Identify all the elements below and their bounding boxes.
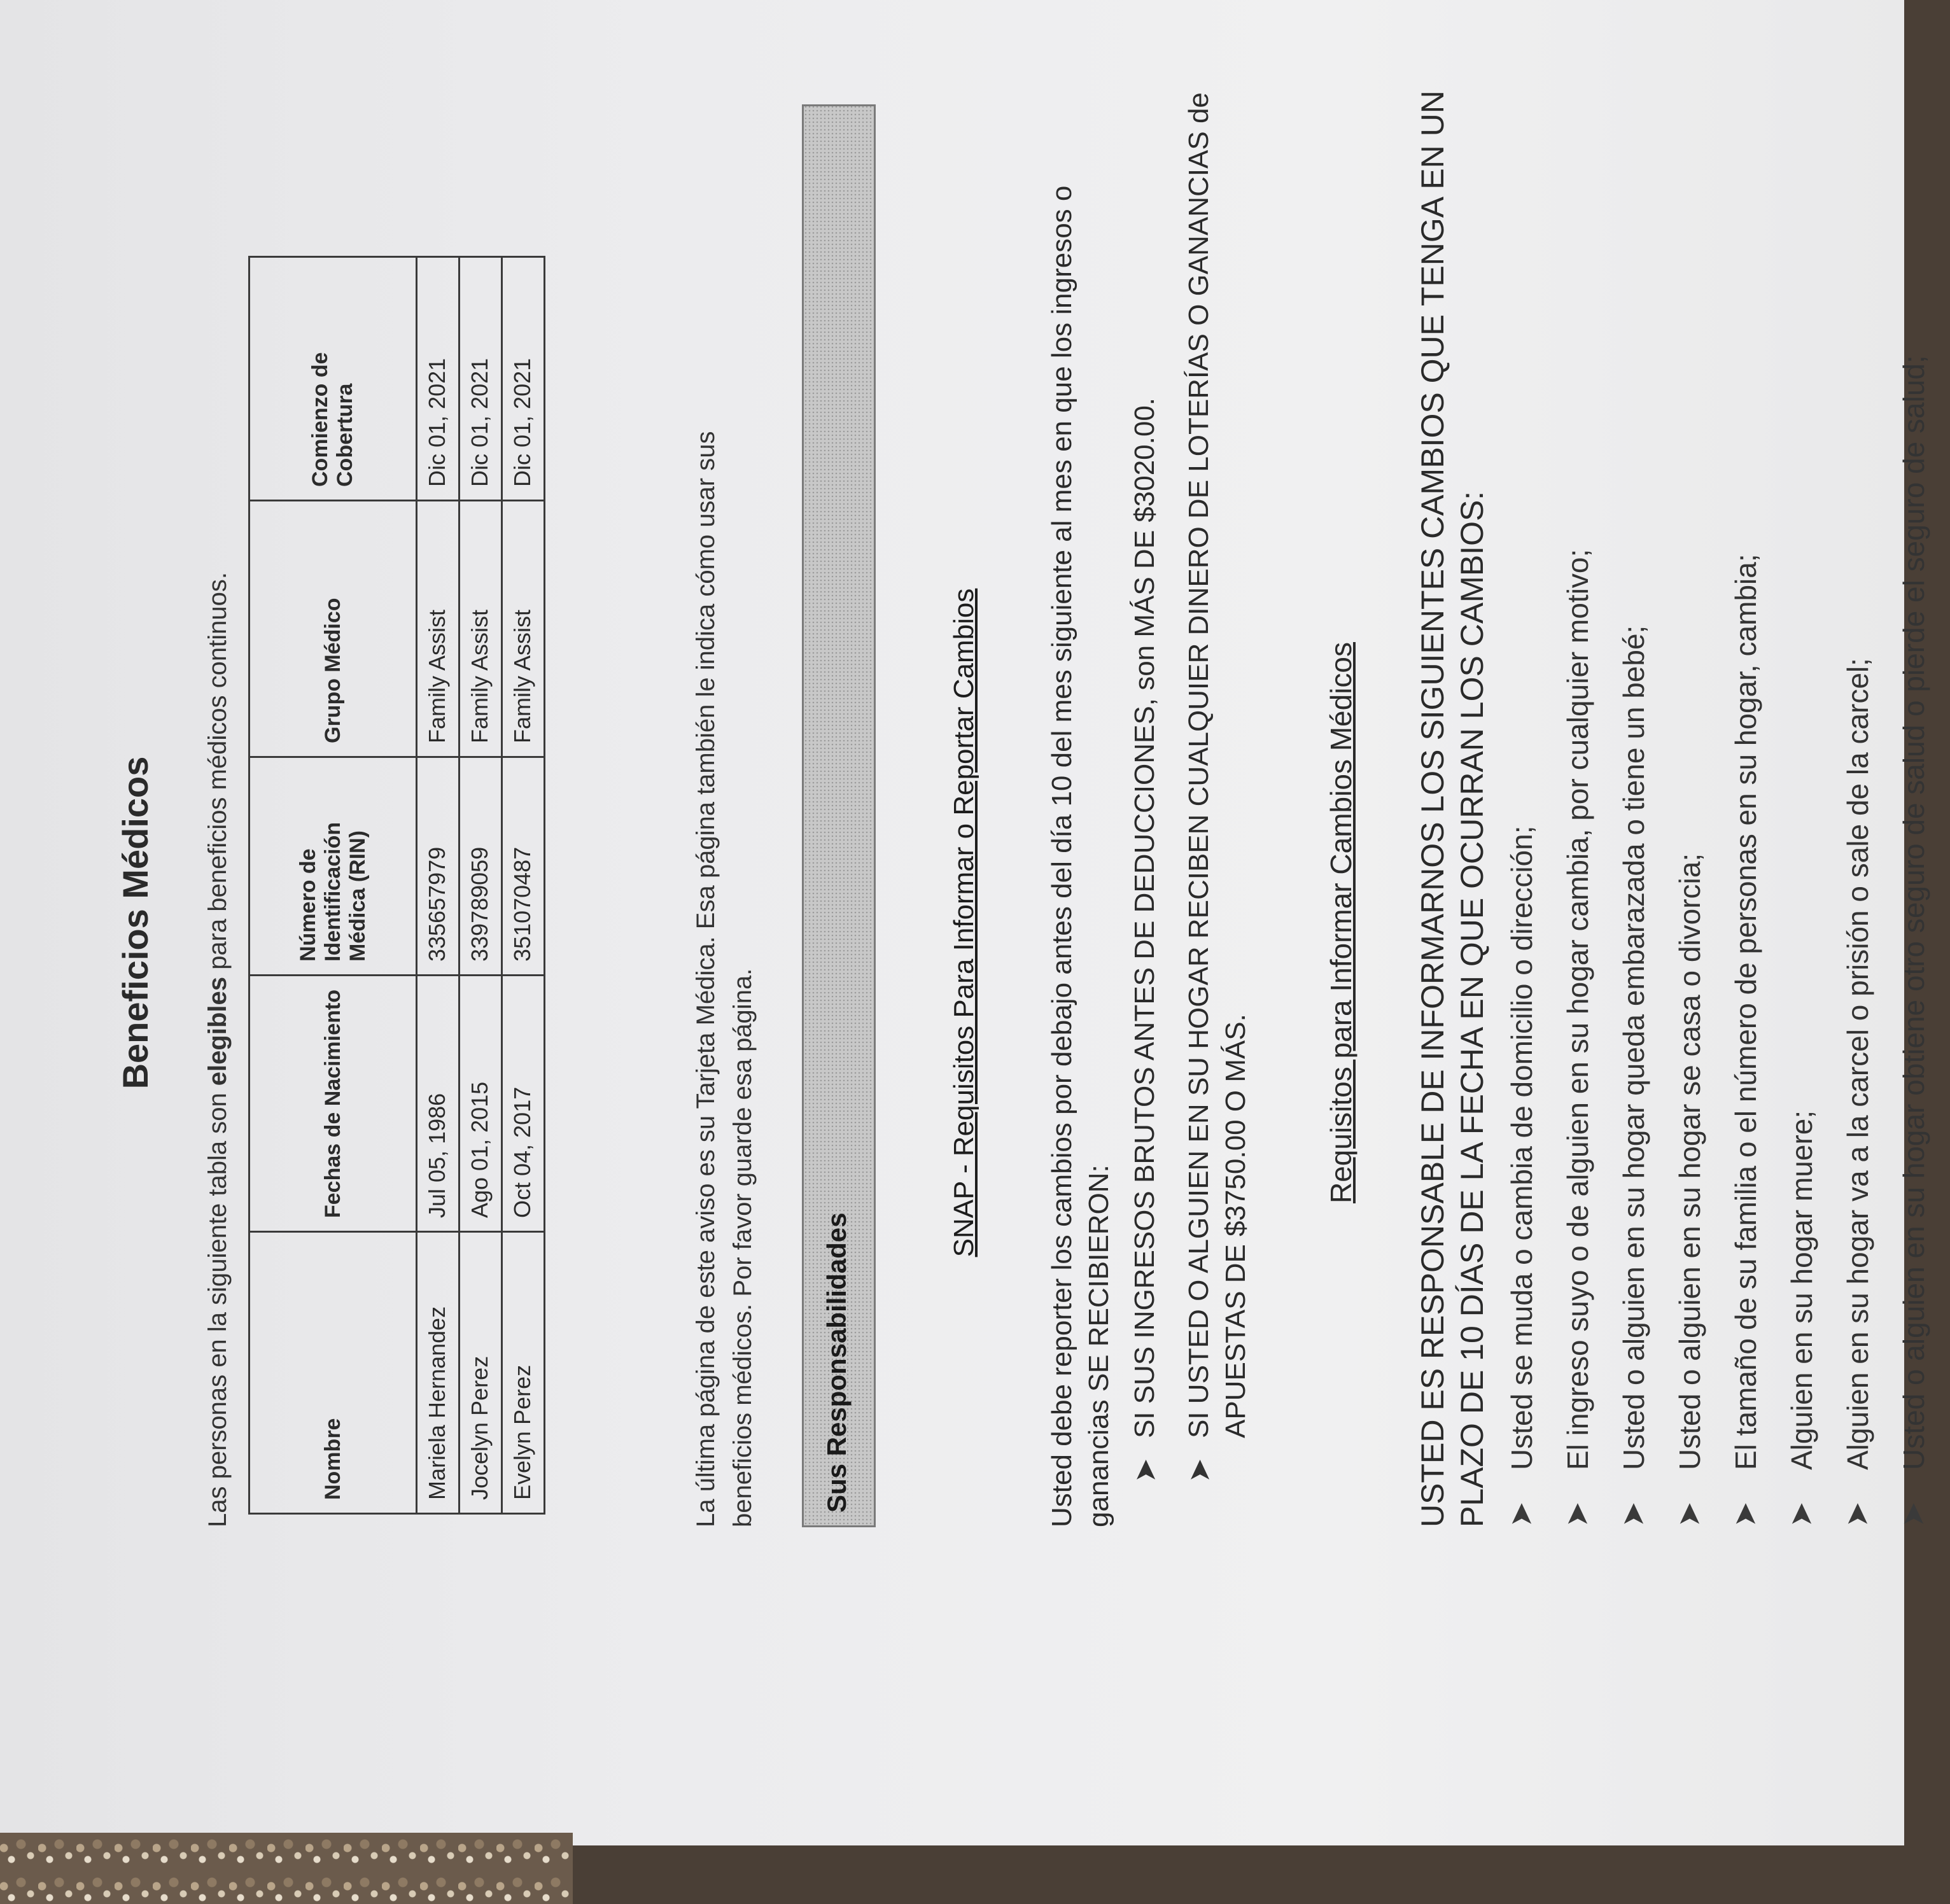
arrowhead-icon: ➤ bbox=[1673, 1501, 1706, 1527]
list-item bbox=[1502, 0, 1558, 1527]
cell-rin: 339789059 bbox=[459, 757, 502, 976]
arrowhead-icon: ➤ bbox=[1128, 1458, 1161, 1483]
cell-name: Evelyn Perez bbox=[502, 1232, 545, 1514]
document-title: Beneficios Médicos bbox=[115, 756, 155, 1089]
arrowhead-icon: ➤ bbox=[1841, 1501, 1874, 1527]
change-list bbox=[1502, 0, 1950, 1527]
arrowhead-icon: ➤ bbox=[1505, 1501, 1538, 1527]
table-header-row bbox=[249, 257, 417, 1514]
list-item-text: Usted o alguien en su hogar se casa o divorcia; bbox=[1673, 853, 1706, 1470]
intro-after: para beneficios médicos continuos. bbox=[204, 572, 232, 977]
intro-text bbox=[204, 572, 232, 1527]
header-fechas: Fechas de Nacimiento bbox=[249, 976, 417, 1232]
header-grupo: Grupo Médico bbox=[249, 501, 417, 757]
cell-start: Dic 01, 2021 bbox=[417, 257, 459, 501]
arrowhead-icon: ➤ bbox=[1785, 1501, 1818, 1527]
cell-name: Mariela Hernandez bbox=[417, 1232, 459, 1514]
arrowhead-icon: ➤ bbox=[1617, 1501, 1650, 1527]
responsibility-statement: USTED ES RESPONSABLE DE INFORMARNOS LOS SIGUIENTES CAMBIOS QUE TENGA EN UN PLAZO DE 10 DÍAS DE LA FECHA EN QUE OCURRAN LOS CAMBIOS: bbox=[1415, 90, 1490, 1527]
cell-group: Family Assist bbox=[459, 501, 502, 757]
list-item-text: Alguien en su hogar va a la carcel o prisión o sale de la carcel; bbox=[1841, 658, 1874, 1470]
list-item-text: El tamaño de su familia o el número de personas en su hogar, cambia; bbox=[1729, 554, 1762, 1470]
rotated-document bbox=[45, 32, 1930, 1814]
arrowhead-icon: ➤ bbox=[1729, 1501, 1762, 1527]
cell-birthdate: Jul 05, 1986 bbox=[417, 976, 459, 1232]
intro-bold: elegibles bbox=[204, 976, 232, 1086]
medical-card-note: La última página de este aviso es su Tarjeta Médica. Esa página también le indica cómo usar sus beneficios médicos. Por favor guarde esa página. bbox=[692, 431, 757, 1527]
arrowhead-icon: ➤ bbox=[1561, 1501, 1594, 1527]
arrowhead-icon: ➤ bbox=[1897, 1501, 1930, 1527]
cell-birthdate: Oct 04, 2017 bbox=[502, 976, 545, 1232]
arrowhead-icon: ➤ bbox=[1182, 1458, 1216, 1483]
list-item bbox=[1614, 0, 1670, 1527]
header-rin: Número de Identificación Médica (RIN) bbox=[249, 757, 417, 976]
responsibilities-banner bbox=[802, 104, 876, 1527]
cell-rin: 335657979 bbox=[417, 757, 459, 976]
list-item bbox=[1670, 0, 1726, 1527]
snap-bullet bbox=[1126, 38, 1163, 1483]
list-item bbox=[1838, 0, 1894, 1527]
list-item-text: Alguien en su hogar muere; bbox=[1785, 1110, 1818, 1470]
list-item bbox=[1894, 0, 1950, 1527]
table-row bbox=[502, 257, 545, 1514]
eligibility-table bbox=[248, 256, 545, 1515]
list-item-text: Usted o alguien en su hogar queda embarazada o tiene un bebé; bbox=[1617, 625, 1650, 1470]
cell-start: Dic 01, 2021 bbox=[459, 257, 502, 501]
table-row bbox=[417, 257, 459, 1514]
table-row bbox=[459, 257, 502, 1514]
cell-start: Dic 01, 2021 bbox=[502, 257, 545, 501]
snap-bullet-text: SI SUS INGRESOS BRUTOS ANTES DE DEDUCCIONES, son MÁS DE $3020.00. bbox=[1129, 397, 1160, 1438]
medical-changes-heading: Requisitos para Informar Cambios Médicos bbox=[1324, 641, 1357, 1204]
snap-heading: SNAP - Requisitos Para Informar o Reportar Cambios bbox=[948, 588, 979, 1257]
list-item-text: Usted se muda o cambia de domicilio o dirección; bbox=[1505, 825, 1538, 1470]
cell-group: Family Assist bbox=[417, 501, 459, 757]
list-item bbox=[1558, 0, 1614, 1527]
snap-bullet-text: SI USTED O ALGUIEN EN SU HOGAR RECIBEN CUALQUIER DINERO DE LOTERÍAS O GANANCIAS de APUESTAS DE $3750.00 O MÁS. bbox=[1183, 92, 1251, 1438]
cell-birthdate: Ago 01, 2015 bbox=[459, 976, 502, 1232]
countertop-background bbox=[0, 1833, 573, 1904]
list-item bbox=[1726, 0, 1782, 1527]
cell-rin: 351070487 bbox=[502, 757, 545, 976]
report-instructions: Usted debe reporter los cambios por debajo antes del día 10 del mes siguiente al mes en que los ingresos o ganancias SE RECIBIERON: bbox=[1046, 185, 1114, 1527]
intro-before: Las personas en la siguiente tabla son bbox=[204, 1086, 232, 1527]
list-item-text: El ingreso suyo o de alguien en su hogar cambia, por cualquier motivo; bbox=[1561, 549, 1594, 1470]
header-comienzo: Comienzo de Cobertura bbox=[249, 257, 417, 501]
list-item bbox=[1782, 0, 1838, 1527]
header-nombre: Nombre bbox=[249, 1232, 417, 1514]
snap-bullet bbox=[1181, 38, 1254, 1483]
cell-group: Family Assist bbox=[502, 501, 545, 757]
cell-name: Jocelyn Perez bbox=[459, 1232, 502, 1514]
responsibilities-heading: Sus Responsabilidades bbox=[822, 1212, 852, 1513]
list-item-text: Usted o alguien en su hogar obtiene otro seguro de salud o pierde el seguro de salud; bbox=[1897, 355, 1930, 1470]
